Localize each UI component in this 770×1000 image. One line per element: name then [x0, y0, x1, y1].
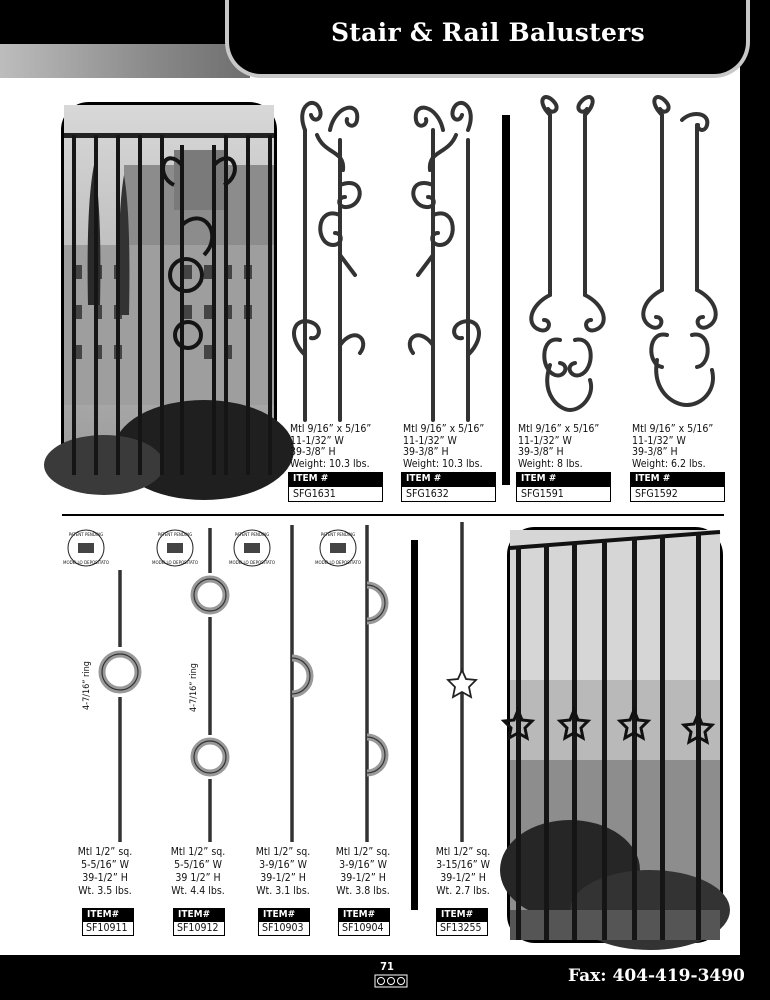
divider-bar-vertical-top: [502, 115, 510, 485]
spec-block: [518, 424, 599, 470]
spec-width: 11-1/32” W: [403, 434, 457, 447]
item-label: ITEM #: [516, 472, 611, 486]
ring-size-label: 4-7/16” ring: [189, 663, 199, 712]
spec-width: 3-9/16” W: [259, 859, 307, 871]
seal-top-text: PATENT PENDING: [157, 532, 193, 537]
brand-logo-icon: [374, 974, 408, 988]
seal-bottom-text: MODELLO DEPOSITATO: [63, 560, 109, 565]
patent-pending-seal: [152, 528, 198, 568]
spec-material: Mtl 9/16” x 5/16”: [290, 423, 372, 435]
spec-weight: Wt. 4.4 lbs.: [171, 885, 225, 897]
item-code: SF10912: [173, 921, 225, 936]
spec-height: 39-1/2” H: [260, 872, 306, 884]
spec-height: 39-3/8” H: [632, 446, 678, 458]
seal-bottom-text: MODELLO DEPOSITATO: [229, 560, 275, 565]
spec-block: [165, 846, 231, 898]
item-code: SF10904: [338, 921, 390, 936]
item-code: SFG1591: [516, 486, 611, 502]
item-label: ITEM#: [436, 908, 488, 921]
spec-width: 11-1/32” W: [290, 434, 344, 447]
header-grey-band: [0, 44, 250, 78]
divider-bar-vertical-bottom: [411, 540, 418, 910]
spec-height: 39-3/8” H: [518, 446, 564, 458]
fax-number: Fax: 404-419-3490: [568, 966, 745, 986]
spec-height: 39-3/8” H: [290, 446, 336, 458]
spec-block: [330, 846, 396, 898]
spec-width: 3-9/16” W: [339, 859, 387, 871]
item-label: ITEM #: [401, 472, 496, 486]
baluster-drawing-sfg1631: [285, 95, 375, 420]
spec-width: 11-1/32” W: [632, 434, 686, 447]
seal-bottom-text: MODELLO DEPOSITATO: [152, 560, 198, 565]
spec-weight: Weight: 6.2 lbs.: [632, 457, 706, 470]
spec-block: [72, 846, 138, 898]
spec-height: 39-1/2” H: [82, 872, 128, 884]
seal-bottom-text: MODELLO DEPOSITATO: [315, 560, 361, 565]
seal-top-text: PATENT PENDING: [68, 532, 104, 537]
spec-material: Mtl 1/2” sq.: [170, 846, 226, 858]
item-code: SFG1631: [288, 486, 383, 502]
item-label: ITEM#: [173, 908, 225, 921]
spec-weight: Wt. 3.8 lbs.: [336, 885, 390, 897]
spec-material: Mtl 1/2” sq.: [335, 846, 391, 858]
item-code: SFG1632: [401, 486, 496, 502]
baluster-drawing-sfg1632: [398, 95, 488, 420]
spec-weight: Wt. 3.1 lbs.: [256, 885, 310, 897]
spec-height: 39-1/2” H: [440, 872, 486, 884]
photo-scroll-railing: [61, 102, 277, 478]
spec-weight: Weight: 10.3 lbs.: [403, 457, 483, 470]
page-number: 71: [380, 960, 394, 973]
spec-block: [428, 846, 498, 898]
baluster-drawing-sf10904: [355, 525, 395, 842]
ring-size-label: 4-7/16” ring: [82, 661, 92, 710]
patent-pending-seal: [229, 528, 275, 568]
spec-block: [632, 424, 713, 470]
spec-material: Mtl 9/16” x 5/16”: [632, 423, 714, 435]
spec-material: Mtl 1/2” sq.: [435, 846, 491, 858]
spec-material: Mtl 9/16” x 5/16”: [403, 423, 485, 435]
spec-width: 5-5/16” W: [81, 859, 129, 871]
spec-material: Mtl 1/2” sq.: [77, 846, 133, 858]
item-label: ITEM#: [338, 908, 390, 921]
spec-width: 11-1/32” W: [518, 434, 572, 447]
baluster-drawing-sf10903: [280, 525, 320, 842]
baluster-drawing-sfg1592: [632, 95, 727, 420]
photo-star-railing: [507, 527, 723, 943]
patent-pending-seal: [315, 528, 361, 568]
spec-block: [403, 424, 484, 470]
spec-block: [290, 424, 371, 470]
item-code: SFG1592: [630, 486, 725, 502]
page-edge-bar: [740, 0, 770, 1000]
item-label: ITEM#: [258, 908, 310, 921]
baluster-drawing-sf13255: [444, 522, 484, 842]
patent-pending-seal: [63, 528, 109, 568]
page-title: Stair & Rail Balusters: [330, 18, 646, 47]
item-code: SF13255: [436, 921, 488, 936]
seal-top-text: PATENT PENDING: [320, 532, 356, 537]
spec-width: 5-5/16” W: [174, 859, 222, 871]
spec-height: 39-1/2” H: [340, 872, 386, 884]
spec-height: 39 1/2” H: [175, 872, 221, 884]
spec-height: 39-3/8” H: [403, 446, 449, 458]
spec-material: Mtl 9/16” x 5/16”: [518, 423, 600, 435]
baluster-drawing-sfg1591: [520, 95, 615, 420]
spec-weight: Wt. 3.5 lbs.: [78, 885, 132, 897]
item-code: SF10903: [258, 921, 310, 936]
item-label: ITEM #: [630, 472, 725, 486]
spec-block: [250, 846, 316, 898]
item-label: ITEM #: [288, 472, 383, 486]
item-label: ITEM#: [82, 908, 134, 921]
spec-weight: Weight: 10.3 lbs.: [290, 457, 370, 470]
seal-top-text: PATENT PENDING: [234, 532, 270, 537]
baluster-drawing-sf10911: [100, 570, 140, 842]
spec-width: 3-15/16” W: [436, 859, 490, 871]
spec-material: Mtl 1/2” sq.: [255, 846, 311, 858]
spec-weight: Weight: 8 lbs.: [518, 457, 583, 470]
item-code: SF10911: [82, 921, 134, 936]
spec-weight: Wt. 2.7 lbs.: [436, 885, 490, 897]
section-divider: [62, 514, 724, 516]
